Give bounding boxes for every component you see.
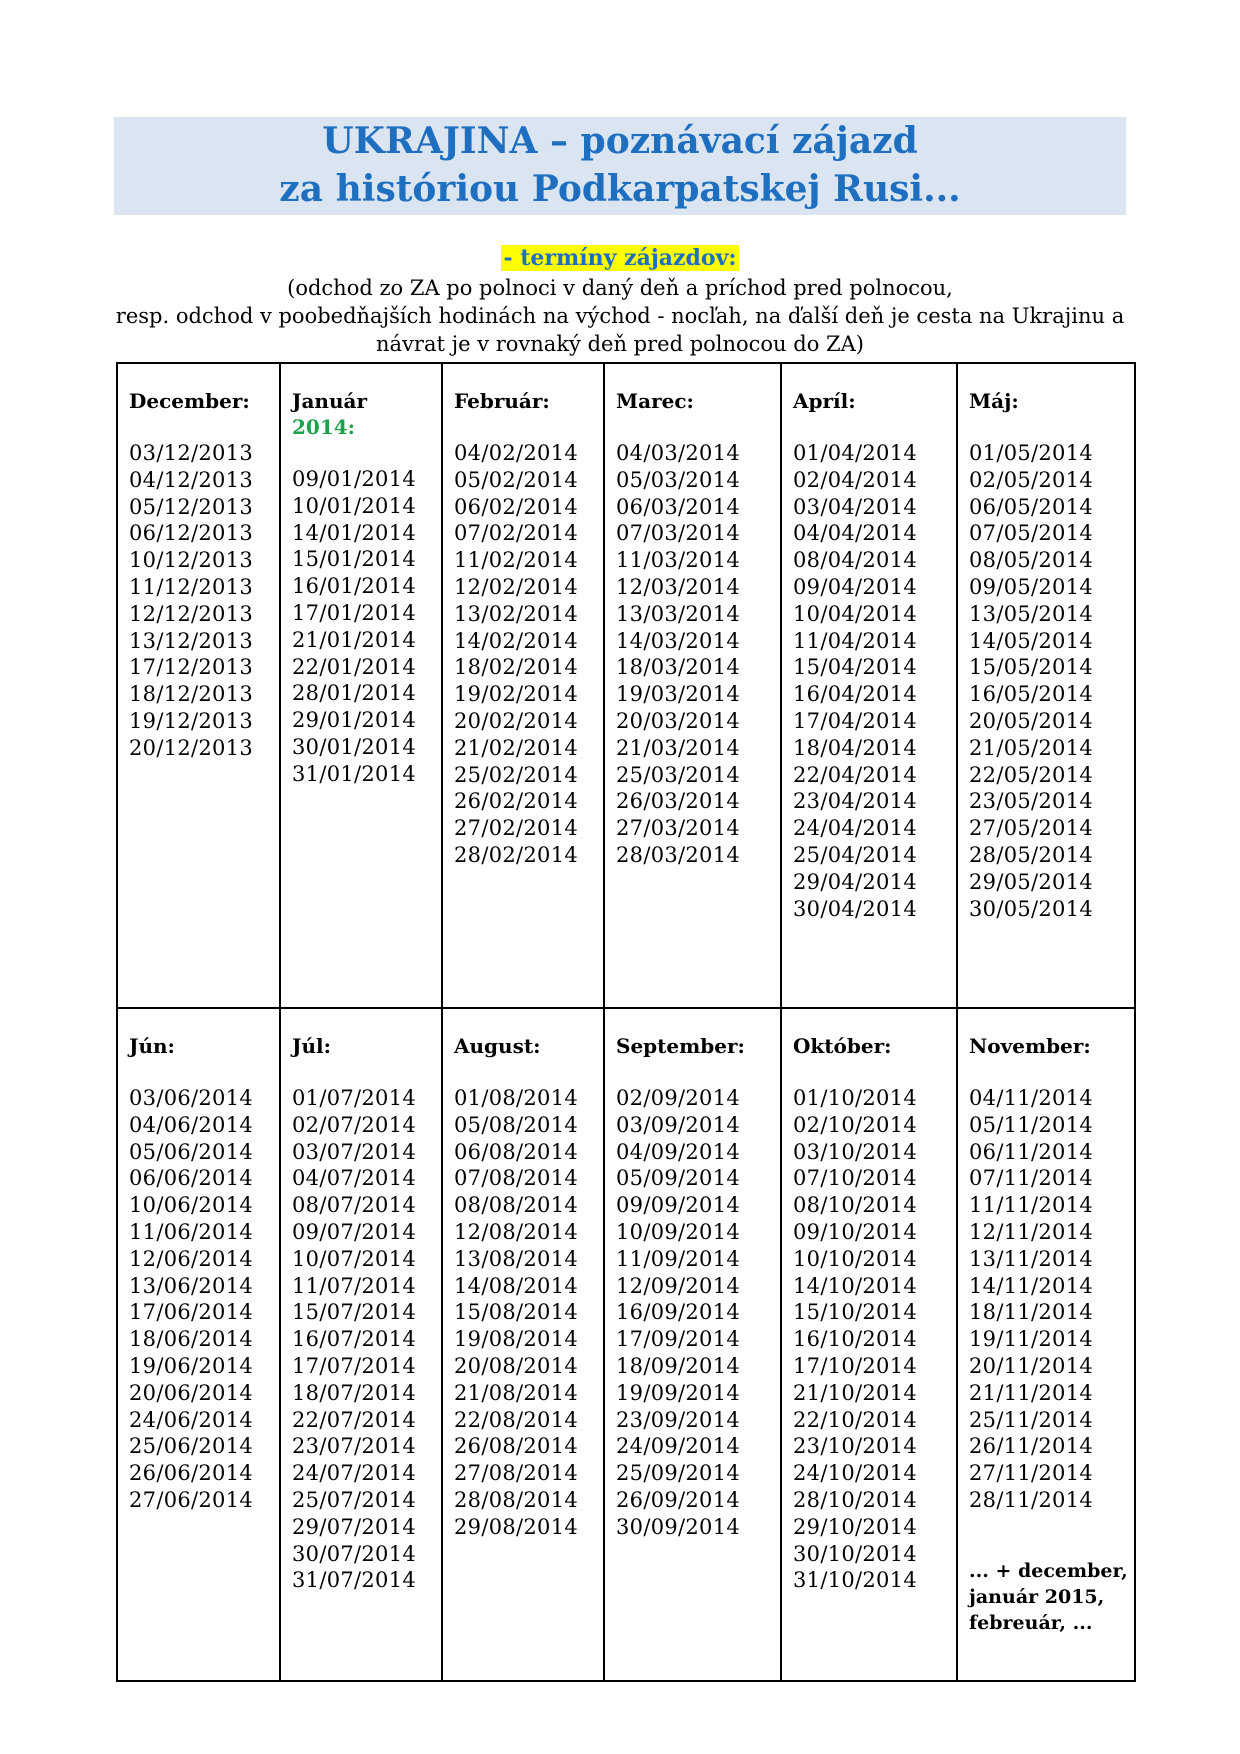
more-note-line: febreuár, ... [969, 1611, 1093, 1634]
date-item: 20/12/2013 [129, 735, 254, 760]
month-name: Január [292, 389, 367, 413]
date-item: 18/06/2014 [129, 1327, 254, 1352]
date-item: 12/08/2014 [454, 1219, 579, 1244]
date-item: 25/04/2014 [793, 842, 918, 867]
date-item: 22/10/2014 [793, 1407, 918, 1432]
date-list [129, 1085, 279, 1514]
date-item: 04/04/2014 [793, 521, 918, 546]
date-item: 20/02/2014 [454, 708, 579, 733]
date-item: 20/03/2014 [616, 708, 741, 733]
month-name: November: [969, 1034, 1091, 1058]
date-item: 21/08/2014 [454, 1380, 579, 1405]
date-item: 13/03/2014 [616, 601, 741, 626]
date-item: 21/03/2014 [616, 735, 741, 760]
date-item: 25/03/2014 [616, 762, 741, 787]
date-item: 17/09/2014 [616, 1327, 741, 1352]
date-item: 14/02/2014 [454, 628, 579, 653]
date-item: 03/06/2014 [129, 1086, 254, 1110]
date-item: 20/05/2014 [969, 708, 1094, 733]
date-item: 21/10/2014 [793, 1380, 918, 1405]
month-cell [957, 1008, 1135, 1681]
date-item: 04/07/2014 [292, 1166, 417, 1191]
date-item: 11/11/2014 [969, 1193, 1094, 1218]
date-item: 10/01/2014 [292, 493, 417, 518]
date-item: 07/03/2014 [616, 521, 741, 546]
date-item: 01/07/2014 [292, 1086, 417, 1110]
date-item: 19/09/2014 [616, 1380, 741, 1405]
date-item: 11/12/2013 [129, 574, 254, 599]
date-item: 08/08/2014 [454, 1193, 579, 1218]
month-cell [781, 1008, 957, 1681]
title-line-2: za históriou Podkarpatskej Rusi... [279, 168, 961, 210]
date-item: 10/06/2014 [129, 1193, 254, 1218]
date-item: 04/12/2013 [129, 467, 254, 492]
date-item: 18/11/2014 [969, 1300, 1094, 1325]
date-item: 12/06/2014 [129, 1246, 254, 1271]
date-item: 17/04/2014 [793, 708, 918, 733]
date-item: 20/06/2014 [129, 1380, 254, 1405]
date-item: 07/10/2014 [793, 1166, 918, 1191]
date-item: 16/10/2014 [793, 1327, 918, 1352]
date-item: 17/06/2014 [129, 1300, 254, 1325]
date-item: 15/07/2014 [292, 1300, 417, 1325]
date-item: 09/05/2014 [969, 574, 1094, 599]
date-item: 30/10/2014 [793, 1541, 918, 1566]
date-item: 30/07/2014 [292, 1541, 417, 1566]
month-cell [280, 1008, 442, 1681]
date-item: 22/01/2014 [292, 654, 417, 679]
date-item: 07/11/2014 [969, 1166, 1094, 1191]
date-item: 08/10/2014 [793, 1193, 918, 1218]
date-list [969, 1085, 1134, 1514]
date-item: 18/09/2014 [616, 1353, 741, 1378]
month-name: August: [454, 1034, 541, 1058]
date-item: 13/08/2014 [454, 1246, 579, 1271]
month-cell [117, 363, 280, 1008]
date-item: 28/03/2014 [616, 842, 741, 867]
date-list [454, 440, 603, 869]
date-item: 24/06/2014 [129, 1407, 254, 1432]
date-item: 04/09/2014 [616, 1139, 741, 1164]
date-item: 29/10/2014 [793, 1514, 918, 1539]
date-item: 27/05/2014 [969, 816, 1094, 841]
date-item: 18/07/2014 [292, 1380, 417, 1405]
date-item: 31/01/2014 [292, 761, 417, 786]
date-item: 27/06/2014 [129, 1487, 254, 1512]
date-item: 22/08/2014 [454, 1407, 579, 1432]
month-cell [781, 363, 957, 1008]
date-item: 16/05/2014 [969, 682, 1094, 707]
date-list [793, 1085, 956, 1594]
date-item: 29/01/2014 [292, 708, 417, 733]
date-item: 11/02/2014 [454, 548, 579, 573]
date-item: 05/12/2013 [129, 494, 254, 519]
date-item: 07/08/2014 [454, 1166, 579, 1191]
date-item: 25/07/2014 [292, 1487, 417, 1512]
date-item: 17/01/2014 [292, 600, 417, 625]
date-item: 01/04/2014 [793, 441, 918, 465]
date-item: 29/07/2014 [292, 1514, 417, 1539]
month-name: Máj: [969, 389, 1019, 413]
date-item: 02/05/2014 [969, 467, 1094, 492]
date-item: 05/03/2014 [616, 467, 741, 492]
date-item: 25/09/2014 [616, 1461, 741, 1486]
date-item: 27/02/2014 [454, 816, 579, 841]
date-item: 29/04/2014 [793, 869, 918, 894]
date-item: 11/07/2014 [292, 1273, 417, 1298]
date-item: 24/07/2014 [292, 1461, 417, 1486]
date-item: 08/07/2014 [292, 1193, 417, 1218]
date-item: 04/02/2014 [454, 441, 579, 465]
date-item: 06/03/2014 [616, 494, 741, 519]
date-item: 09/07/2014 [292, 1219, 417, 1244]
date-item: 22/07/2014 [292, 1407, 417, 1432]
date-item: 30/01/2014 [292, 734, 417, 759]
date-item: 21/11/2014 [969, 1380, 1094, 1405]
note-line-1: (odchod zo ZA po polnoci v daný deň a príchod pred polnocou, [287, 276, 953, 300]
date-item: 04/11/2014 [969, 1086, 1094, 1110]
date-item: 01/08/2014 [454, 1086, 579, 1110]
date-item: 05/02/2014 [454, 467, 579, 492]
date-item: 20/08/2014 [454, 1353, 579, 1378]
date-item: 19/06/2014 [129, 1353, 254, 1378]
date-item: 05/09/2014 [616, 1166, 741, 1191]
date-item: 26/06/2014 [129, 1461, 254, 1486]
date-item: 24/10/2014 [793, 1461, 918, 1486]
date-item: 10/04/2014 [793, 601, 918, 626]
date-item: 12/11/2014 [969, 1219, 1094, 1244]
date-item: 11/09/2014 [616, 1246, 741, 1271]
date-item: 26/03/2014 [616, 789, 741, 814]
table-row [117, 363, 1135, 1008]
date-item: 12/02/2014 [454, 574, 579, 599]
date-item: 16/07/2014 [292, 1327, 417, 1352]
date-item: 24/09/2014 [616, 1434, 741, 1459]
date-list [454, 1085, 603, 1541]
table-row [117, 1008, 1135, 1681]
date-item: 28/01/2014 [292, 681, 417, 706]
date-item: 30/04/2014 [793, 896, 918, 921]
date-item: 11/06/2014 [129, 1219, 254, 1244]
date-item: 09/04/2014 [793, 574, 918, 599]
date-item: 05/11/2014 [969, 1112, 1094, 1137]
date-item: 24/04/2014 [793, 816, 918, 841]
date-item: 17/12/2013 [129, 655, 254, 680]
date-item: 10/12/2013 [129, 548, 254, 573]
date-item: 21/02/2014 [454, 735, 579, 760]
date-item: 30/05/2014 [969, 896, 1094, 921]
date-item: 03/12/2013 [129, 441, 254, 465]
date-item: 06/06/2014 [129, 1166, 254, 1191]
date-item: 19/11/2014 [969, 1327, 1094, 1352]
date-item: 22/05/2014 [969, 762, 1094, 787]
date-item: 26/02/2014 [454, 789, 579, 814]
date-list [292, 1085, 441, 1594]
date-item: 12/03/2014 [616, 574, 741, 599]
date-item: 15/05/2014 [969, 655, 1094, 680]
date-item: 23/05/2014 [969, 789, 1094, 814]
title-line-1: UKRAJINA – poznávací zájazd [322, 120, 918, 162]
date-item: 09/01/2014 [292, 467, 417, 491]
date-item: 28/02/2014 [454, 842, 579, 867]
date-item: 14/03/2014 [616, 628, 741, 653]
date-item: 27/11/2014 [969, 1461, 1094, 1486]
date-item: 03/10/2014 [793, 1139, 918, 1164]
date-item: 21/05/2014 [969, 735, 1094, 760]
date-item: 09/10/2014 [793, 1219, 918, 1244]
date-item: 05/06/2014 [129, 1139, 254, 1164]
date-item: 12/09/2014 [616, 1273, 741, 1298]
date-item: 02/07/2014 [292, 1112, 417, 1137]
month-year: 2014: [292, 415, 356, 439]
more-note-line: január 2015, [969, 1585, 1105, 1608]
date-list [969, 440, 1134, 922]
subtitle [0, 243, 1240, 273]
month-cell [957, 363, 1135, 1008]
date-item: 03/09/2014 [616, 1112, 741, 1137]
date-item: 23/10/2014 [793, 1434, 918, 1459]
date-item: 31/10/2014 [793, 1568, 918, 1593]
month-cell [604, 363, 781, 1008]
date-item: 19/02/2014 [454, 682, 579, 707]
date-item: 06/02/2014 [454, 494, 579, 519]
date-item: 25/02/2014 [454, 762, 579, 787]
date-item: 30/09/2014 [616, 1514, 741, 1539]
month-name: Jún: [129, 1034, 175, 1058]
date-item: 23/07/2014 [292, 1434, 417, 1459]
month-name: Október: [793, 1034, 892, 1058]
date-item: 06/08/2014 [454, 1139, 579, 1164]
note-line-3: návrat je v rovnaký deň pred polnocou do ZA) [376, 332, 864, 356]
date-item: 21/01/2014 [292, 627, 417, 652]
date-item: 15/01/2014 [292, 547, 417, 572]
month-name: Apríl: [793, 389, 856, 413]
date-item: 20/11/2014 [969, 1353, 1094, 1378]
date-item: 28/11/2014 [969, 1487, 1094, 1512]
date-item: 11/03/2014 [616, 548, 741, 573]
more-note-line: ... + december, [969, 1559, 1128, 1582]
date-item: 18/02/2014 [454, 655, 579, 680]
date-item: 26/11/2014 [969, 1434, 1094, 1459]
date-item: 08/05/2014 [969, 548, 1094, 573]
date-item: 16/01/2014 [292, 574, 417, 599]
month-cell [117, 1008, 280, 1681]
date-item: 17/07/2014 [292, 1353, 417, 1378]
date-item: 15/10/2014 [793, 1300, 918, 1325]
date-item: 15/04/2014 [793, 655, 918, 680]
date-item: 18/12/2013 [129, 682, 254, 707]
date-item: 14/10/2014 [793, 1273, 918, 1298]
date-item: 14/11/2014 [969, 1273, 1094, 1298]
dates-table [116, 362, 1136, 1682]
date-item: 28/08/2014 [454, 1487, 579, 1512]
date-item: 29/08/2014 [454, 1514, 579, 1539]
date-item: 03/04/2014 [793, 494, 918, 519]
date-item: 14/08/2014 [454, 1273, 579, 1298]
date-item: 28/10/2014 [793, 1487, 918, 1512]
date-item: 05/08/2014 [454, 1112, 579, 1137]
date-item: 16/04/2014 [793, 682, 918, 707]
date-list [616, 1085, 780, 1541]
date-item: 13/06/2014 [129, 1273, 254, 1298]
date-item: 02/10/2014 [793, 1112, 918, 1137]
date-item: 15/08/2014 [454, 1300, 579, 1325]
month-name: September: [616, 1034, 745, 1058]
date-item: 22/04/2014 [793, 762, 918, 787]
date-list [129, 440, 279, 762]
date-item: 07/02/2014 [454, 521, 579, 546]
date-item: 19/03/2014 [616, 682, 741, 707]
month-name: Február: [454, 389, 550, 413]
more-months-note [969, 1558, 1134, 1636]
date-item: 23/09/2014 [616, 1407, 741, 1432]
date-item: 03/07/2014 [292, 1139, 417, 1164]
date-item: 04/03/2014 [616, 441, 741, 465]
date-list [793, 440, 956, 922]
date-item: 19/12/2013 [129, 708, 254, 733]
document-title [114, 117, 1126, 215]
date-item: 29/05/2014 [969, 869, 1094, 894]
month-name: Júl: [292, 1034, 331, 1058]
date-item: 01/10/2014 [793, 1086, 918, 1110]
date-item: 06/11/2014 [969, 1139, 1094, 1164]
note-paragraph [100, 274, 1140, 358]
date-item: 16/09/2014 [616, 1300, 741, 1325]
date-item: 10/10/2014 [793, 1246, 918, 1271]
month-cell [280, 363, 442, 1008]
date-item: 18/03/2014 [616, 655, 741, 680]
date-item: 27/08/2014 [454, 1461, 579, 1486]
date-item: 02/04/2014 [793, 467, 918, 492]
date-item: 10/09/2014 [616, 1219, 741, 1244]
date-item: 26/08/2014 [454, 1434, 579, 1459]
date-item: 18/04/2014 [793, 735, 918, 760]
date-item: 13/11/2014 [969, 1246, 1094, 1271]
date-item: 09/09/2014 [616, 1193, 741, 1218]
subtitle-highlight: - termíny zájazdov: [503, 245, 737, 271]
date-item: 23/04/2014 [793, 789, 918, 814]
date-item: 19/08/2014 [454, 1327, 579, 1352]
date-item: 25/06/2014 [129, 1434, 254, 1459]
date-item: 27/03/2014 [616, 816, 741, 841]
date-item: 10/07/2014 [292, 1246, 417, 1271]
date-item: 13/05/2014 [969, 601, 1094, 626]
date-item: 25/11/2014 [969, 1407, 1094, 1432]
date-item: 13/02/2014 [454, 601, 579, 626]
date-item: 02/09/2014 [616, 1086, 741, 1110]
month-cell [442, 363, 604, 1008]
date-item: 08/04/2014 [793, 548, 918, 573]
date-item: 04/06/2014 [129, 1112, 254, 1137]
month-name: Marec: [616, 389, 694, 413]
date-item: 31/07/2014 [292, 1568, 417, 1593]
date-list [616, 440, 780, 869]
date-item: 13/12/2013 [129, 628, 254, 653]
date-item: 14/01/2014 [292, 520, 417, 545]
date-item: 14/05/2014 [969, 628, 1094, 653]
date-item: 17/10/2014 [793, 1353, 918, 1378]
date-item: 12/12/2013 [129, 601, 254, 626]
date-list [292, 466, 441, 788]
date-item: 07/05/2014 [969, 521, 1094, 546]
month-name: December: [129, 389, 250, 413]
month-cell [604, 1008, 781, 1681]
month-cell [442, 1008, 604, 1681]
date-item: 28/05/2014 [969, 842, 1094, 867]
date-item: 06/12/2013 [129, 521, 254, 546]
date-item: 06/05/2014 [969, 494, 1094, 519]
note-line-2: resp. odchod v poobedňajších hodinách na východ - nocľah, na ďalší deň je cesta na Ukrajinu a [115, 304, 1125, 328]
date-item: 01/05/2014 [969, 441, 1094, 465]
date-item: 11/04/2014 [793, 628, 918, 653]
date-item: 26/09/2014 [616, 1487, 741, 1512]
